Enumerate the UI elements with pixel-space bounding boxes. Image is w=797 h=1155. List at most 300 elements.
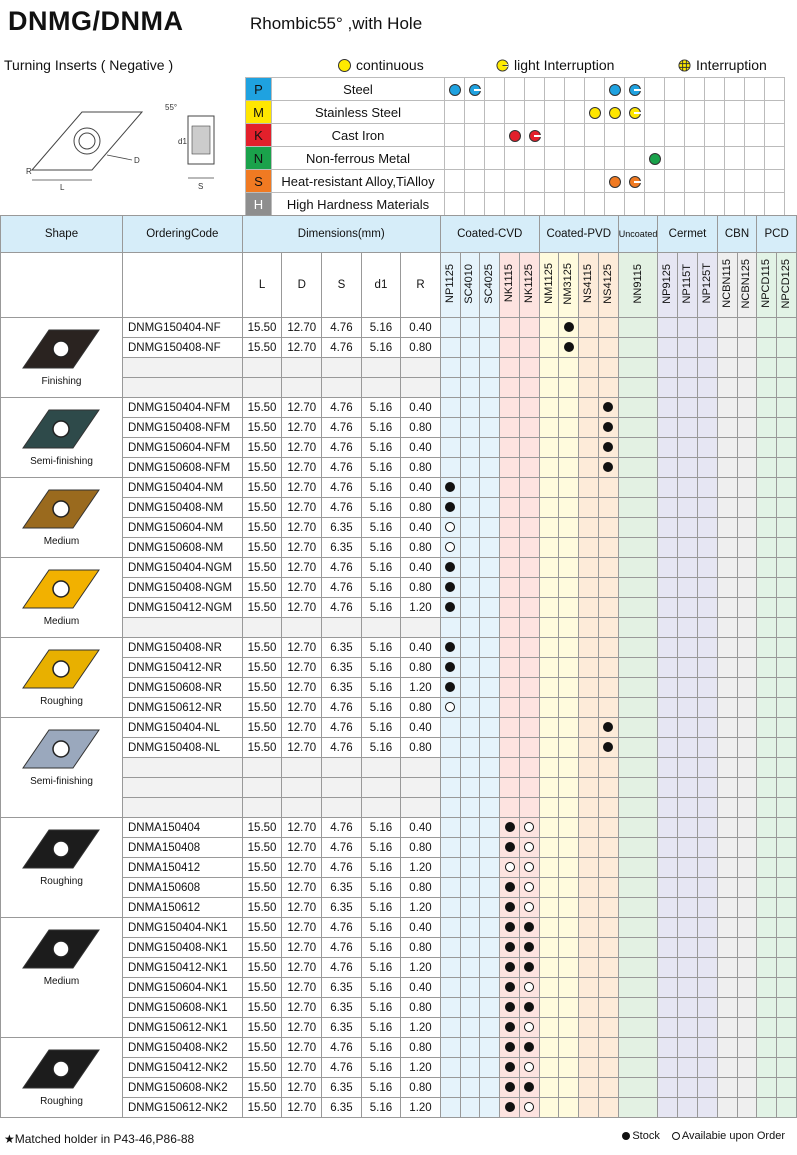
dimension-value: 1.20 [401,1098,441,1118]
material-cell [665,124,685,147]
material-cell [605,170,625,193]
grade-cell [757,1018,777,1038]
grade-cell [737,838,757,858]
grade-cell [579,938,599,958]
grade-cell [500,898,520,918]
material-cell [445,78,465,101]
table-row [1,918,797,938]
material-cell [705,170,725,193]
grade-cell [519,318,539,338]
grade-cell [440,858,460,878]
grade-cell [697,658,717,678]
grade-cell [737,578,757,598]
grade-cell [460,578,480,598]
dimension-value: 6.35 [322,538,362,558]
grade-cell [579,758,599,778]
grade-cell [678,558,698,578]
grade-cell [480,598,500,618]
dimension-value [322,618,362,638]
grade-cell [678,738,698,758]
material-cell [765,124,785,147]
grade-cell [777,578,797,598]
dimension-value: 15.50 [242,958,282,978]
grade-cell [599,478,619,498]
dimension-value: 15.50 [242,918,282,938]
material-cell [745,170,765,193]
grade-cell [480,418,500,438]
grade-cell [658,878,678,898]
grade-cell [519,658,539,678]
dimension-value: 12.70 [282,538,322,558]
grade-cell [460,478,480,498]
grade-cell [579,458,599,478]
grade-cell [757,798,777,818]
grade-cell [539,1018,559,1038]
ordering-code: DNMG150604-NK1 [122,978,242,998]
grade-cell [500,738,520,758]
grade-header [539,253,559,318]
dimension-value: 0.80 [401,1078,441,1098]
grade-cell [618,658,658,678]
stock-icon [505,822,515,832]
grade-cell [658,998,678,1018]
dimension-value: 15.50 [242,1098,282,1118]
material-cell [445,170,465,193]
grade-cell [440,338,460,358]
grade-cell [737,418,757,438]
material-cell [725,193,745,216]
grade-cell [579,1098,599,1118]
grade-cell [599,758,619,778]
grade-cell [678,358,698,378]
grade-cell [480,378,500,398]
ordering-code: DNMG150404-NF [122,318,242,338]
dimension-value: 1.20 [401,1058,441,1078]
dimension-value: 1.20 [401,598,441,618]
grade-cell [599,798,619,818]
dimension-value: 15.50 [242,978,282,998]
grade-cell [440,1078,460,1098]
material-name: Steel [272,78,445,101]
grade-cell [618,898,658,918]
grade-cell [737,1058,757,1078]
grade-cell [500,318,520,338]
grade-cell [697,758,717,778]
grade-cell [757,1058,777,1078]
available-icon [524,822,534,832]
grade-cell [737,438,757,458]
grade-cell [519,938,539,958]
dimension-value: 15.50 [242,458,282,478]
grade-cell [559,558,579,578]
dimension-value: 0.40 [401,438,441,458]
grade-cell [480,638,500,658]
grade-cell [658,1018,678,1038]
grade-cell [618,598,658,618]
grade-cell [599,318,619,338]
grade-cell [519,818,539,838]
dimension-value: 15.50 [242,858,282,878]
grade-cell [757,498,777,518]
dimension-value: 4.76 [322,838,362,858]
dimension-value: 15.50 [242,998,282,1018]
grade-cell [618,478,658,498]
dimension-value: 0.80 [401,1038,441,1058]
grade-cell [717,678,737,698]
grade-cell [618,918,658,938]
grade-cell [539,838,559,858]
ordering-code: DNMG150408-NGM [122,578,242,598]
material-cell [645,78,665,101]
grade-cell [777,638,797,658]
grade-cell [519,438,539,458]
grade-cell [658,478,678,498]
insert-image [19,644,103,694]
grade-cell [678,838,698,858]
grade-header [777,253,797,318]
grade-cell [658,498,678,518]
grade-cell [697,798,717,818]
grade-cell [579,578,599,598]
grade-cell [777,998,797,1018]
ordering-code [122,758,242,778]
dimension-value: 1.20 [401,898,441,918]
grade-cell [539,358,559,378]
dimension-value: 4.76 [322,718,362,738]
grade-cell [717,618,737,638]
grade-cell [579,638,599,658]
dimension-value: 5.16 [361,598,401,618]
grade-cell [440,358,460,378]
grade-cell [717,1078,737,1098]
grade-cell [579,878,599,898]
grade-group-header: Coated-CVD [440,216,539,253]
grade-cell [697,398,717,418]
grade-cell [678,718,698,738]
grade-cell [460,878,480,898]
grade-cell [737,858,757,878]
grade-cell [559,818,579,838]
grade-cell [480,858,500,878]
dimension-value: 0.40 [401,718,441,738]
grade-cell [440,958,460,978]
dimension-value: 5.16 [361,918,401,938]
available-icon [505,862,515,872]
shape-header: Shape [1,216,123,253]
dimension-value: 12.70 [282,678,322,698]
dimension-value: 12.70 [282,478,322,498]
grade-cell [460,1058,480,1078]
grade-cell [519,418,539,438]
grade-cell [460,858,480,878]
material-cell [505,170,525,193]
grade-cell [777,758,797,778]
grade-cell [500,798,520,818]
material-cell [445,147,465,170]
grade-cell [500,698,520,718]
stock-icon [445,562,455,572]
grade-cell [519,718,539,738]
grade-cell [678,1018,698,1038]
grade-cell [579,338,599,358]
available-icon [524,862,534,872]
grade-cell [500,818,520,838]
grade-cell [440,318,460,338]
dimension-value: 5.16 [361,558,401,578]
grade-cell [519,738,539,758]
grade-cell [658,918,678,938]
grade-cell [599,518,619,538]
material-cell [745,124,765,147]
grade-cell [480,978,500,998]
stock-icon [524,1042,534,1052]
ordering-code: DNMG150412-NR [122,658,242,678]
material-cell [685,78,705,101]
material-cell [445,101,465,124]
grade-cell [440,558,460,578]
light-interruption-icon [469,84,481,96]
grade-cell [697,458,717,478]
grade-cell [460,338,480,358]
grade-cell [519,618,539,638]
material-cell [585,101,605,124]
grade-cell [539,958,559,978]
grade-cell [559,978,579,998]
grade-cell [737,598,757,618]
dimension-value: 12.70 [282,638,322,658]
material-cell [525,170,545,193]
grade-cell [618,458,658,478]
grade-cell [717,1018,737,1038]
dimension-value: 4.76 [322,418,362,438]
dimension-label: R [401,253,441,318]
grade-cell [500,638,520,658]
grade-label: SC4010 [463,263,476,304]
material-cell [565,193,585,216]
grade-cell [658,598,678,618]
material-cell [725,124,745,147]
grade-cell [658,698,678,718]
dimension-value: 5.16 [361,578,401,598]
ordering-code: DNMG150608-NK2 [122,1078,242,1098]
grade-cell [480,678,500,698]
grade-cell [519,338,539,358]
dimension-value: 15.50 [242,418,282,438]
grade-cell [539,718,559,738]
grade-cell [440,1098,460,1118]
diagram-d-label: D [134,156,140,165]
grade-cell [678,758,698,778]
grade-cell [618,798,658,818]
grade-cell [697,1078,717,1098]
dimension-value: 5.16 [361,898,401,918]
grade-cell [658,558,678,578]
dimension-value: 4.76 [322,498,362,518]
grade-cell [440,478,460,498]
grade-cell [697,1098,717,1118]
grade-cell [599,638,619,658]
grade-cell [618,538,658,558]
grade-cell [480,778,500,798]
grade-cell [599,398,619,418]
material-row [246,101,785,124]
grade-cell [658,758,678,778]
grade-cell [697,878,717,898]
dimension-value [322,358,362,378]
grade-cell [697,838,717,858]
grade-cell [460,558,480,578]
grade-cell [697,738,717,758]
grade-cell [618,1078,658,1098]
grade-cell [777,1098,797,1118]
grade-cell [599,578,619,598]
material-cell [625,78,645,101]
dimension-value: 1.20 [401,1018,441,1038]
grade-cell [539,778,559,798]
grade-cell [559,498,579,518]
grade-cell [658,818,678,838]
grade-cell [737,758,757,778]
material-cell [565,170,585,193]
grade-cell [717,838,737,858]
dimension-value: 0.80 [401,578,441,598]
dimension-value: 12.70 [282,938,322,958]
dimension-value: 5.16 [361,1038,401,1058]
stock-icon [524,962,534,972]
material-cell [605,78,625,101]
grade-cell [460,1038,480,1058]
grade-cell [757,878,777,898]
grade-label: NP9125 [661,263,674,304]
grade-cell [519,878,539,898]
grade-cell [460,778,480,798]
material-cell [685,193,705,216]
material-cell [585,124,605,147]
grade-cell [599,718,619,738]
grade-cell [658,1078,678,1098]
ordering-code: DNMG150604-NM [122,518,242,538]
grade-cell [737,918,757,938]
grade-cell [519,398,539,418]
dimension-value: 4.76 [322,918,362,938]
grade-cell [480,798,500,818]
grade-cell [678,578,698,598]
grade-cell [519,898,539,918]
grade-cell [599,538,619,558]
material-cell [705,193,725,216]
dimension-value: 12.70 [282,858,322,878]
grade-cell [500,578,520,598]
material-cell [725,170,745,193]
dimension-value: 5.16 [361,738,401,758]
grade-cell [460,758,480,778]
material-cell [665,147,685,170]
grade-cell [737,1038,757,1058]
material-cell [465,193,485,216]
dimension-value: 15.50 [242,1018,282,1038]
grade-cell [717,958,737,978]
grade-cell [460,318,480,338]
material-cell [745,193,765,216]
grade-cell [618,858,658,878]
grade-cell [658,1038,678,1058]
grade-cell [519,1018,539,1038]
material-cell [665,193,685,216]
grade-cell [678,458,698,478]
grade-cell [599,678,619,698]
continuous-icon [609,84,621,96]
grade-cell [737,798,757,818]
grade-cell [717,738,737,758]
grade-cell [460,378,480,398]
grade-cell [618,518,658,538]
material-cell [505,78,525,101]
stock-icon [603,462,613,472]
grade-cell [539,538,559,558]
grade-cell [460,738,480,758]
grade-cell [500,658,520,678]
ordering-code: DNMG150408-NFM [122,418,242,438]
stock-icon [603,402,613,412]
dimension-value: 5.16 [361,498,401,518]
grade-cell [579,318,599,338]
ordering-code: DNMG150404-NM [122,478,242,498]
grade-cell [500,778,520,798]
grade-cell [697,318,717,338]
material-cell [645,101,665,124]
stock-icon [603,722,613,732]
interruption-icon [678,59,691,72]
insert-image [19,324,103,374]
dimension-value: 12.70 [282,438,322,458]
grade-cell [440,638,460,658]
grade-group-header: Uncoated [618,216,658,253]
dimension-value: 12.70 [282,818,322,838]
grade-cell [678,918,698,938]
grade-cell [579,358,599,378]
grade-cell [539,858,559,878]
dimension-value: 15.50 [242,938,282,958]
dimension-value: 12.70 [282,738,322,758]
dimension-label: L [242,253,282,318]
ordering-code: DNMG150408-NL [122,738,242,758]
grade-cell [678,638,698,658]
dimension-value: 5.16 [361,658,401,678]
ordering-subheader [122,253,242,318]
footer-legend [622,1130,785,1142]
material-cell [465,78,485,101]
grade-cell [618,418,658,438]
grade-cell [519,838,539,858]
dimension-value: 0.80 [401,998,441,1018]
grade-cell [658,778,678,798]
grade-cell [678,938,698,958]
grade-header [737,253,757,318]
grade-cell [500,1038,520,1058]
stock-icon [505,962,515,972]
grade-cell [757,618,777,638]
dimension-value: 0.80 [401,738,441,758]
grade-cell [658,378,678,398]
grade-header [579,253,599,318]
ordering-code: DNMG150408-NM [122,498,242,518]
grade-cell [480,1078,500,1098]
grade-group-header: Coated-PVD [539,216,618,253]
grade-cell [777,898,797,918]
grade-cell [559,718,579,738]
grade-header [480,253,500,318]
grade-cell [777,398,797,418]
